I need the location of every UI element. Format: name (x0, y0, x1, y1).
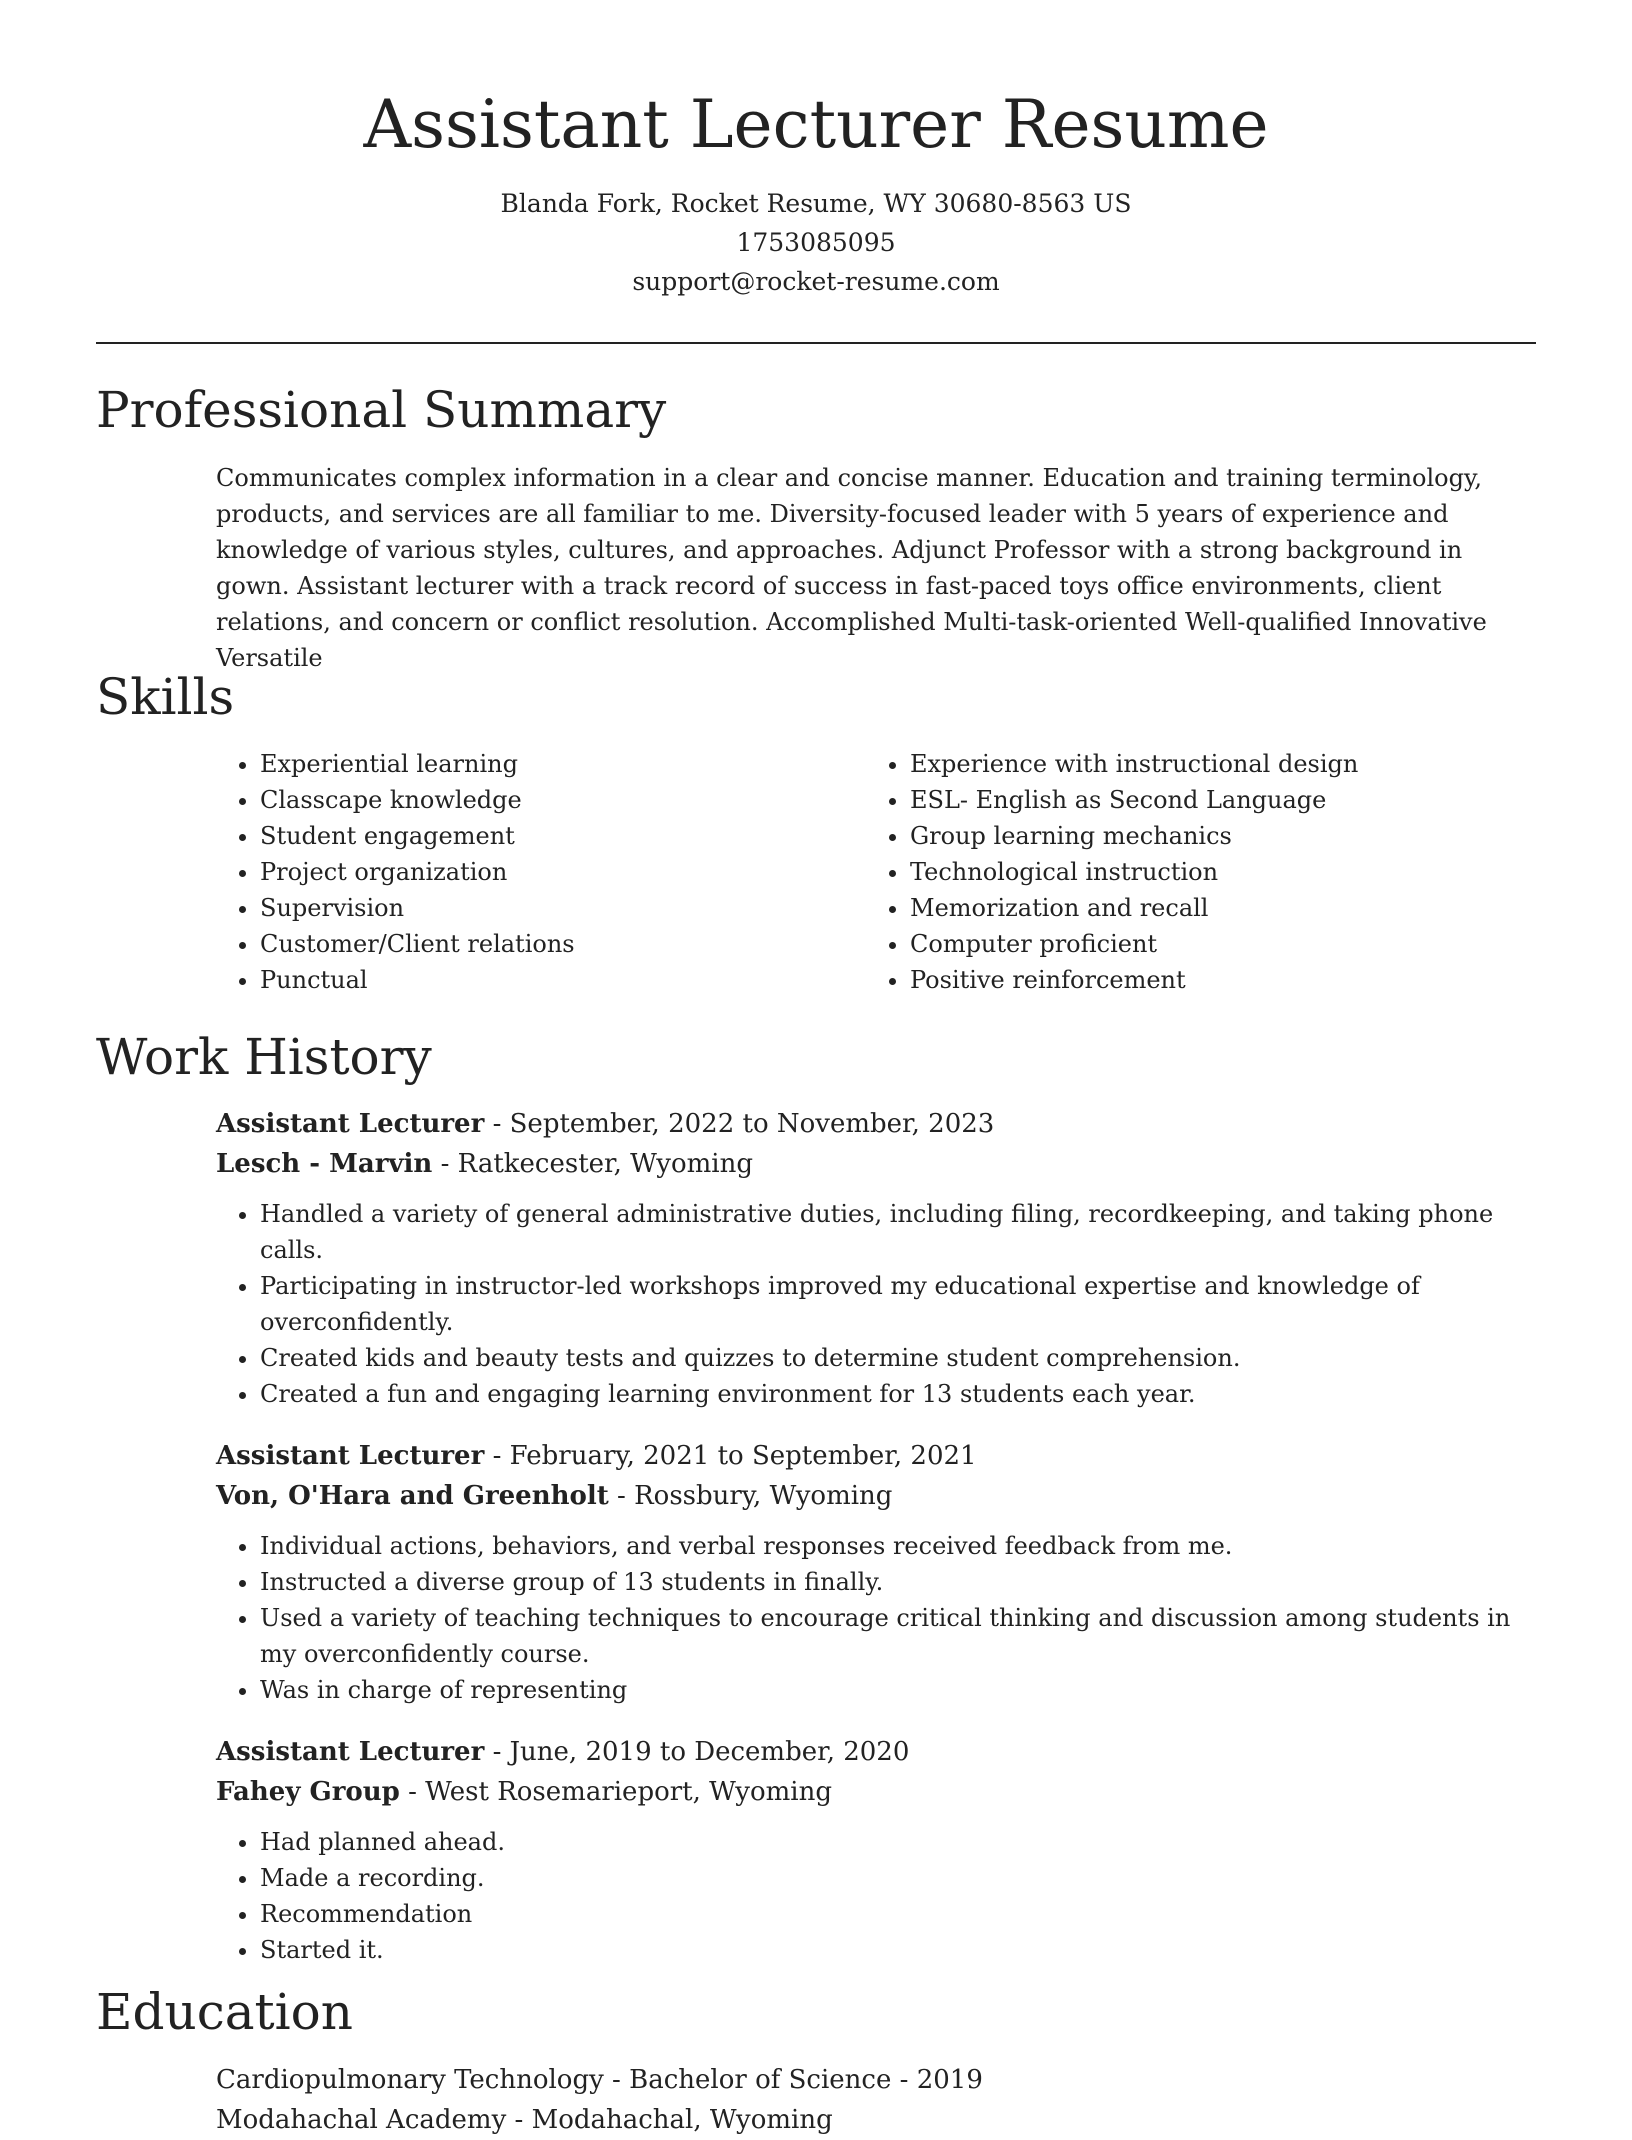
summary-heading: Professional Summary (96, 381, 667, 439)
job-bullets (216, 1196, 1536, 1412)
header-divider (96, 342, 1536, 344)
job-company-line (216, 1144, 1536, 1184)
skills-column-left (216, 746, 866, 998)
job-title-line (216, 1104, 1536, 1144)
job-bullet: • Recommendation (260, 1896, 1536, 1932)
job-company: Fahey Group (216, 1777, 400, 1807)
job-location: Ratkecester, Wyoming (457, 1149, 753, 1179)
job-location: Rossbury, Wyoming (634, 1481, 893, 1511)
job-dates: February, 2021 to September, 2021 (509, 1441, 977, 1471)
resume-header (0, 0, 1632, 301)
job-separator: - (617, 1481, 635, 1511)
summary-text: Communicates complex information in a clear and concise manner. Education and training terminology, products, and services are all familiar to me. Diversity-focused leader with 5 years of experience and knowledge of various styles, cultures, and approaches. Adjunct Professor with a strong background in gown. Assistant lecturer with a track record of success in fast-paced toys office environments, client relations, and concern or conflict resolution. Accomplished Multi-task-oriented Well-qualified Innovative Versatile (216, 464, 1487, 672)
skill-item: • Memorization and recall (910, 890, 1516, 926)
contact-block (0, 184, 1632, 301)
job-title: Assistant Lecturer (216, 1441, 485, 1471)
skill-item: • Group learning mechanics (910, 818, 1516, 854)
job-bullet: • Created kids and beauty tests and quizzes to determine student comprehension. (260, 1340, 1536, 1376)
job-company: Lesch - Marvin (216, 1149, 433, 1179)
job-entry (216, 1732, 1536, 1968)
job-bullet: • Was in charge of representing (260, 1672, 1536, 1708)
job-location: West Rosemarieport, Wyoming (425, 1777, 833, 1807)
job-bullet: • Had planned ahead. (260, 1824, 1536, 1860)
skills-heading: Skills (96, 668, 235, 726)
job-title-line (216, 1436, 1536, 1476)
job-bullets (216, 1528, 1536, 1708)
job-title-line (216, 1732, 1536, 1772)
job-entry (216, 1104, 1536, 1412)
contact-email: support@rocket-resume.com (632, 267, 1000, 296)
job-company-line (216, 1772, 1536, 1812)
education-heading: Education (96, 1983, 353, 2041)
job-dates: June, 2019 to December, 2020 (509, 1737, 910, 1767)
education-section (216, 2060, 1536, 2140)
skill-item: • ESL- English as Second Language (910, 782, 1516, 818)
skill-item: • Customer/Client relations (260, 926, 866, 962)
job-bullet: • Used a variety of teaching techniques to encourage critical thinking and discussion among students in my overconfidently course. (260, 1600, 1536, 1672)
job-separator: - (492, 1441, 510, 1471)
skill-item: • Experience with instructional design (910, 746, 1516, 782)
job-separator: - (440, 1149, 458, 1179)
job-separator: - (492, 1109, 510, 1139)
skill-item: • Positive reinforcement (910, 962, 1516, 998)
skills-column-right (866, 746, 1516, 998)
education-degree-line: Cardiopulmonary Technology - Bachelor of Science - 2019 (216, 2065, 983, 2095)
job-company: Von, O'Hara and Greenholt (216, 1481, 609, 1511)
skill-item: • Supervision (260, 890, 866, 926)
job-bullet: • Handled a variety of general administrative duties, including filing, recordkeeping, and taking phone calls. (260, 1196, 1536, 1268)
skill-item: • Project organization (260, 854, 866, 890)
skill-item: • Computer proficient (910, 926, 1516, 962)
job-bullet: • Started it. (260, 1932, 1536, 1968)
skills-list-right (866, 746, 1516, 998)
job-dates: September, 2022 to November, 2023 (509, 1109, 995, 1139)
job-entry (216, 1436, 1536, 1708)
skill-item: • Experiential learning (260, 746, 866, 782)
job-separator: - (408, 1777, 426, 1807)
education-school-line: Modahachal Academy - Modahachal, Wyoming (216, 2105, 833, 2135)
summary-section (216, 460, 1536, 676)
job-bullet: • Instructed a diverse group of 13 students in finally. (260, 1564, 1536, 1600)
skills-grid (216, 746, 1536, 998)
skills-list-left (216, 746, 866, 998)
job-company-line (216, 1476, 1536, 1516)
job-bullet: • Individual actions, behaviors, and verbal responses received feedback from me. (260, 1528, 1536, 1564)
job-bullet: • Participating in instructor-led workshops improved my educational expertise and knowledge of overconfidently. (260, 1268, 1536, 1340)
contact-address: Blanda Fork, Rocket Resume, WY 30680-8563 US (500, 189, 1132, 218)
job-title: Assistant Lecturer (216, 1737, 485, 1767)
job-title: Assistant Lecturer (216, 1109, 485, 1139)
job-bullet: • Made a recording. (260, 1860, 1536, 1896)
skill-item: • Classcape knowledge (260, 782, 866, 818)
skills-section (216, 746, 1536, 998)
page-title: Assistant Lecturer Resume (363, 86, 1269, 163)
work-history-heading: Work History (96, 1028, 432, 1086)
contact-phone: 1753085095 (736, 228, 896, 257)
skill-item: • Student engagement (260, 818, 866, 854)
skill-item: • Punctual (260, 962, 866, 998)
work-history-section (216, 1104, 1536, 1992)
job-bullet: • Created a fun and engaging learning environment for 13 students each year. (260, 1376, 1536, 1412)
job-bullets (216, 1824, 1536, 1968)
skill-item: • Technological instruction (910, 854, 1516, 890)
job-separator: - (492, 1737, 510, 1767)
